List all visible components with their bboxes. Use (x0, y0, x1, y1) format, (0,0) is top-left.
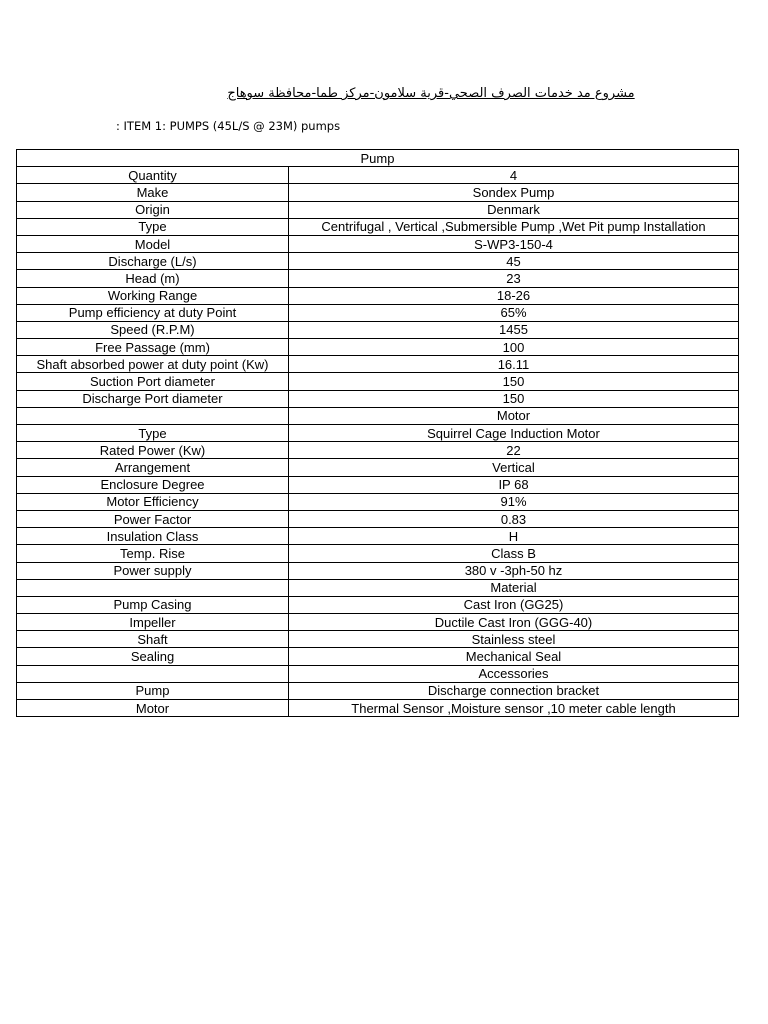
table-row (17, 510, 739, 527)
spec-value-cell: 380 v -3ph-50 hz (289, 562, 739, 579)
spec-value-cell: 100 (289, 339, 739, 356)
spec-value-cell: 4 (289, 167, 739, 184)
table-row (17, 700, 739, 717)
spec-label-cell: Enclosure Degree (17, 476, 289, 493)
table-row (17, 476, 739, 493)
spec-value-cell: Stainless steel (289, 631, 739, 648)
spec-label-cell: Working Range (17, 287, 289, 304)
item-heading: : ITEM 1: PUMPS (45L/S @ 23M) pumps (116, 119, 341, 133)
table-row (17, 270, 739, 287)
spec-value-cell: Mechanical Seal (289, 648, 739, 665)
table-row (17, 614, 739, 631)
spec-value-cell: S-WP3-150-4 (289, 235, 739, 252)
table-row (17, 545, 739, 562)
pump-spec-table (16, 149, 739, 717)
spec-label-cell: Motor (17, 700, 289, 717)
table-row (17, 235, 739, 252)
section-title-cell: Accessories (289, 665, 739, 682)
spec-value-cell: H (289, 528, 739, 545)
table-row (17, 562, 739, 579)
spec-label-cell: Shaft absorbed power at duty point (Kw) (17, 356, 289, 373)
spec-label-cell: Origin (17, 201, 289, 218)
table-row (17, 218, 739, 235)
spec-label-cell: Rated Power (Kw) (17, 442, 289, 459)
table-row (17, 459, 739, 476)
spec-label-cell: Temp. Rise (17, 545, 289, 562)
table-row (17, 648, 739, 665)
spec-value-cell: 65% (289, 304, 739, 321)
spec-label-cell: Power Factor (17, 510, 289, 527)
section-title-cell: Motor (289, 407, 739, 424)
spec-value-cell: Denmark (289, 201, 739, 218)
spec-value-cell: Centrifugal , Vertical ,Submersible Pump ,Wet Pit pump Installation (289, 218, 739, 235)
spec-label-cell: Speed (R.P.M) (17, 321, 289, 338)
table-row (17, 287, 739, 304)
spec-value-cell: 45 (289, 253, 739, 270)
section-row (17, 665, 739, 682)
spec-label-cell: Type (17, 218, 289, 235)
table-row (17, 321, 739, 338)
table-row (17, 356, 739, 373)
spec-value-cell: Ductile Cast Iron (GGG-40) (289, 614, 739, 631)
table-row (17, 184, 739, 201)
spec-label-cell: Discharge Port diameter (17, 390, 289, 407)
section-title-cell: Material (289, 579, 739, 596)
table-row (17, 442, 739, 459)
spec-label-cell: Impeller (17, 614, 289, 631)
spec-label-cell: Quantity (17, 167, 289, 184)
spec-value-cell: 18-26 (289, 287, 739, 304)
table-row (17, 682, 739, 699)
spec-label-cell: Make (17, 184, 289, 201)
table-row (17, 390, 739, 407)
spec-value-cell: 91% (289, 493, 739, 510)
spec-label-cell: Type (17, 425, 289, 442)
spec-value-cell: Sondex Pump (289, 184, 739, 201)
table-row (17, 304, 739, 321)
spec-label-cell: Power supply (17, 562, 289, 579)
table-row (17, 528, 739, 545)
spec-value-cell: Thermal Sensor ,Moisture sensor ,10 meter cable length (289, 700, 739, 717)
spec-label-cell: Shaft (17, 631, 289, 648)
spec-label-cell: Free Passage (mm) (17, 339, 289, 356)
spec-value-cell: Cast Iron (GG25) (289, 596, 739, 613)
spec-value-cell: 23 (289, 270, 739, 287)
table-row (17, 373, 739, 390)
spec-value-cell: 1455 (289, 321, 739, 338)
spec-label-cell: Sealing (17, 648, 289, 665)
spec-value-cell: Discharge connection bracket (289, 682, 739, 699)
spec-label-cell: Insulation Class (17, 528, 289, 545)
spec-label-cell: Arrangement (17, 459, 289, 476)
spec-value-cell: Squirrel Cage Induction Motor (289, 425, 739, 442)
spec-label-cell: Pump efficiency at duty Point (17, 304, 289, 321)
spec-label-cell: Suction Port diameter (17, 373, 289, 390)
table-row (17, 425, 739, 442)
spec-label-cell: Model (17, 235, 289, 252)
spec-label-cell: Pump (17, 682, 289, 699)
section-row (17, 407, 739, 424)
table-row (17, 631, 739, 648)
spec-value-cell: Class B (289, 545, 739, 562)
spec-value-cell: 0.83 (289, 510, 739, 527)
spec-value-cell: Vertical (289, 459, 739, 476)
spec-label-cell (17, 579, 289, 596)
table-row (17, 339, 739, 356)
spec-label-cell: Head (m) (17, 270, 289, 287)
spec-label-cell: Pump Casing (17, 596, 289, 613)
table-row (17, 201, 739, 218)
spec-value-cell: IP 68 (289, 476, 739, 493)
spec-value-cell: 150 (289, 373, 739, 390)
table-row (17, 493, 739, 510)
spec-value-cell: 16.11 (289, 356, 739, 373)
spec-label-cell: Motor Efficiency (17, 493, 289, 510)
document-title: مشروع مد خدمات الصرف الصحي-قرية سلامون-مركز طما-محافظة سوهاج (227, 86, 635, 101)
table-row (17, 167, 739, 184)
spec-label-cell (17, 665, 289, 682)
spec-label-cell: Discharge (L/s) (17, 253, 289, 270)
pump-header-cell: Pump (17, 150, 739, 167)
spec-value-cell: 22 (289, 442, 739, 459)
table-header-row (17, 150, 739, 167)
spec-label-cell (17, 407, 289, 424)
spec-value-cell: 150 (289, 390, 739, 407)
section-row (17, 579, 739, 596)
table-row (17, 596, 739, 613)
table-row (17, 253, 739, 270)
